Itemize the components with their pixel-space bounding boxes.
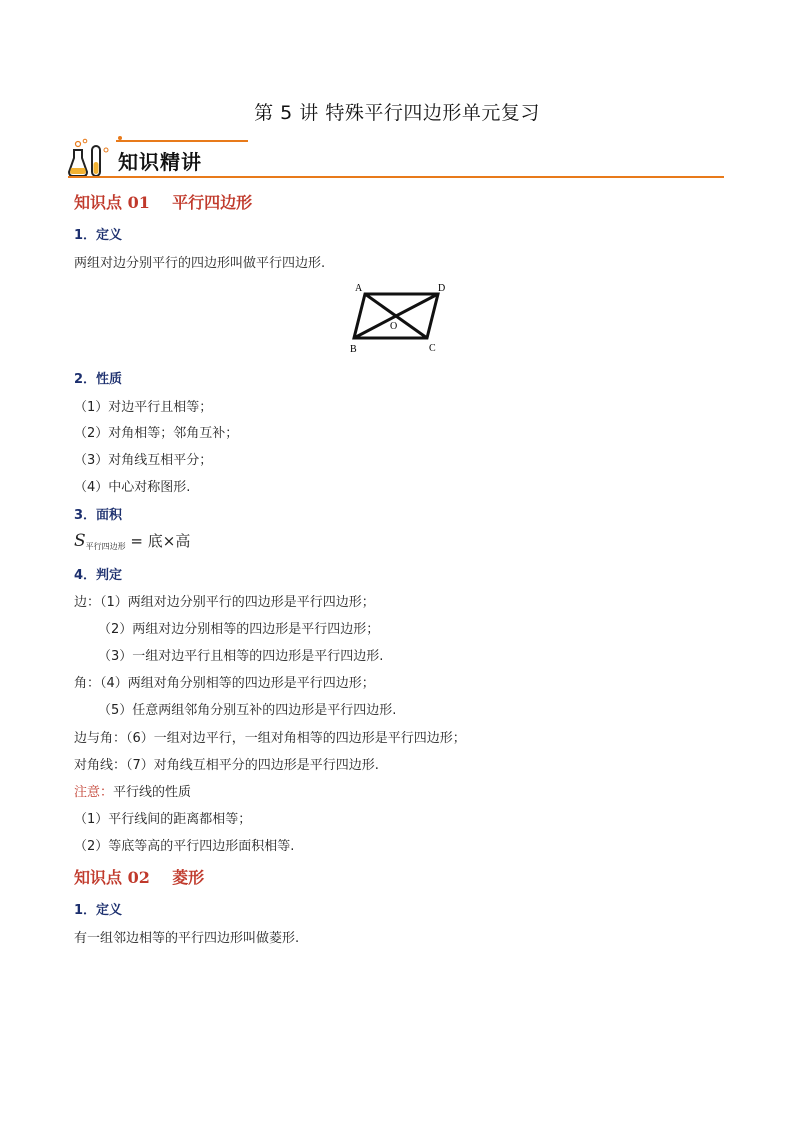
criteria-item: 对角线：（7）对角线互相平分的四边形是平行四边形.	[74, 758, 379, 773]
criteria-item: （5）任意两组邻角分别互补的四边形是平行四边形.	[98, 703, 397, 718]
property-item: （1）对边平行且相等；	[74, 400, 213, 415]
kp1-area-heading: 3．面积	[74, 508, 123, 523]
parallelogram-diagram	[345, 280, 455, 356]
kp1-properties-heading: 2．性质	[74, 372, 123, 387]
banner-title: 知识精讲	[118, 150, 202, 174]
kp2-definition-text: 有一组邻边相等的平行四边形叫做菱形.	[74, 931, 300, 946]
kp1-definition-heading: 1．定义	[74, 228, 123, 243]
note-item: （2）等底等高的平行四边形面积相等.	[74, 839, 295, 854]
kp2-definition-heading: 1．定义	[74, 903, 123, 918]
property-item: （3）对角线互相平分；	[74, 453, 213, 468]
formula-s: S	[74, 531, 86, 551]
note-text: 平行线的性质	[113, 785, 192, 800]
criteria-item: 边与角：（6）一组对边平行，一组对角相等的四边形是平行四边形；	[74, 731, 466, 746]
criteria-item: 角：（4）两组对角分别相等的四边形是平行四边形；	[74, 676, 375, 691]
label-A: A	[355, 283, 363, 294]
label-B: B	[350, 344, 357, 355]
criteria-item: （2）两组对边分别相等的四边形是平行四边形；	[98, 622, 380, 637]
label-C: C	[429, 343, 436, 354]
flask-icon	[68, 138, 112, 178]
kp1-definition-text: 两组对边分别平行的四边形叫做平行四边形.	[74, 256, 326, 271]
note-line	[74, 781, 191, 800]
kp1-criteria-heading: 4．判定	[74, 568, 123, 583]
kp2-heading: 知识点 02 菱形	[74, 868, 205, 887]
banner-bottom-rule	[68, 176, 724, 178]
section-banner	[68, 136, 724, 180]
property-item: （2）对角相等；邻角互补；	[74, 426, 239, 441]
note-label: 注意：	[74, 785, 114, 800]
label-O: O	[390, 321, 398, 332]
formula-subscript: 平行四边形	[85, 542, 126, 551]
formula-rhs: = 底×高	[125, 532, 191, 550]
criteria-item: 边：（1）两组对边分别平行的四边形是平行四边形；	[74, 595, 375, 610]
note-item: （1）平行线间的距离都相等；	[74, 812, 252, 827]
banner-top-rule	[116, 140, 248, 142]
criteria-item: （3）一组对边平行且相等的四边形是平行四边形.	[98, 649, 384, 664]
kp1-heading: 知识点 01 平行四边形	[74, 193, 253, 212]
page-title: 第 5 讲 特殊平行四边形单元复习	[254, 102, 540, 124]
property-item: （4）中心对称图形.	[74, 480, 191, 495]
area-formula	[74, 530, 190, 552]
label-D: D	[438, 283, 446, 294]
